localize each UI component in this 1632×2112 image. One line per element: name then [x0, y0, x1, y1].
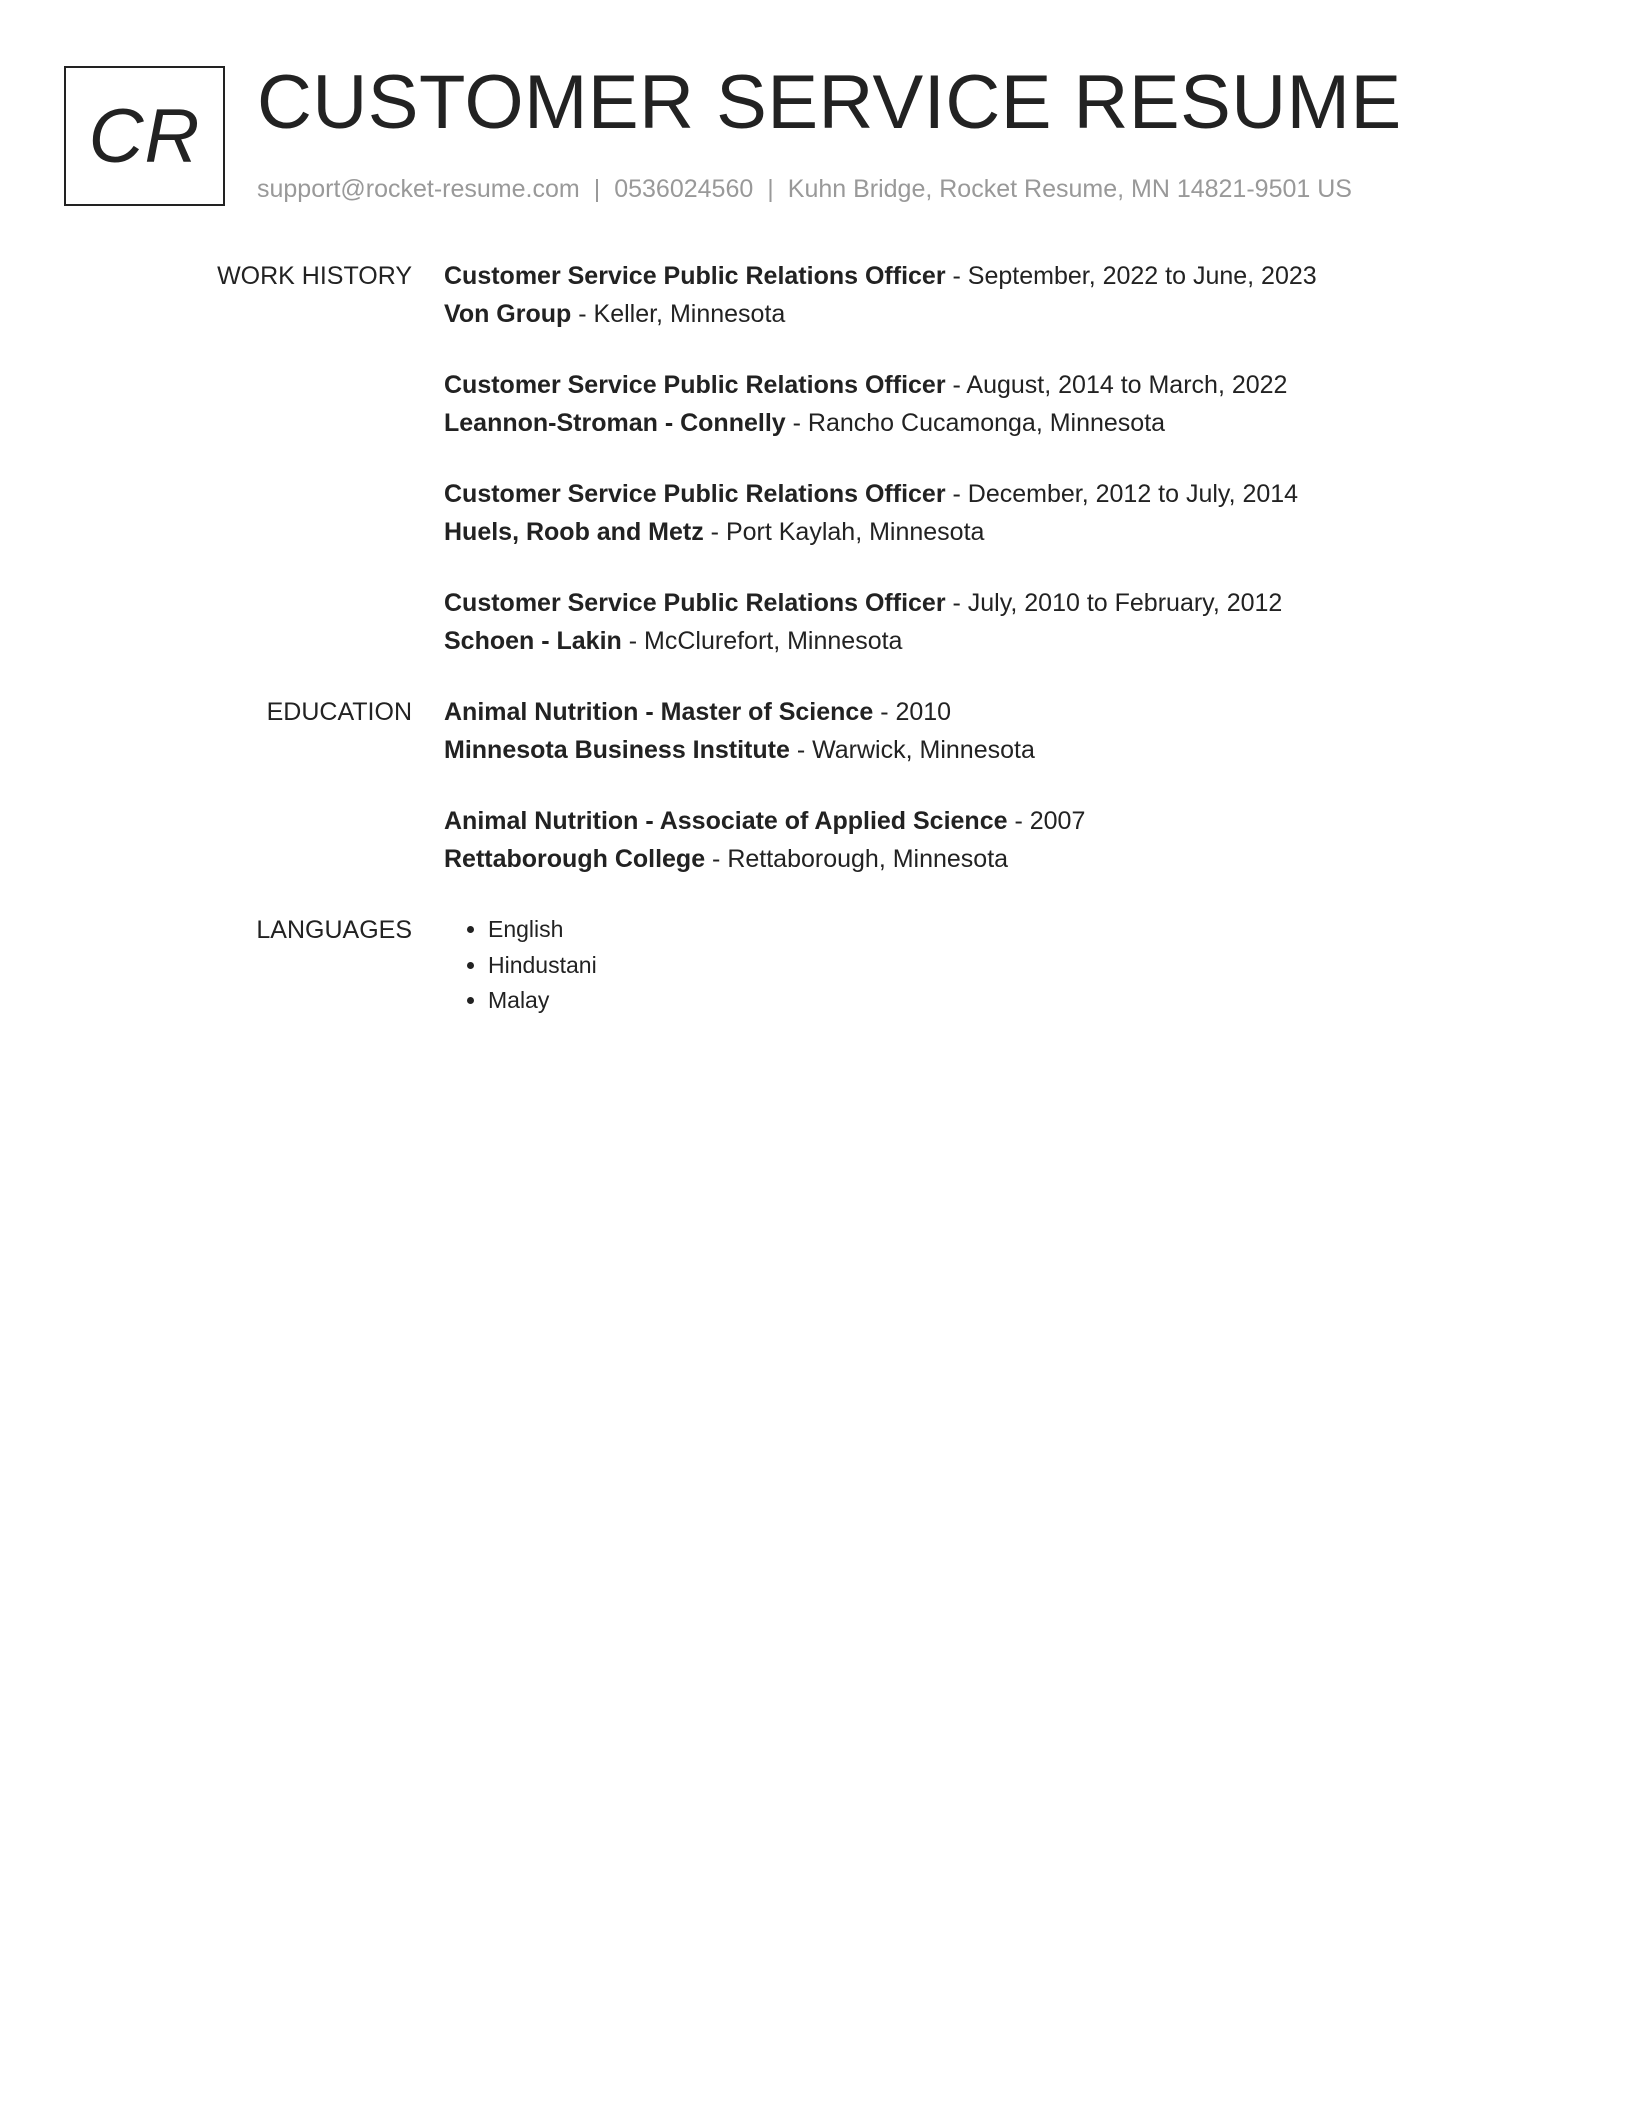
dash: -: [705, 844, 728, 873]
languages-section: [0, 912, 1632, 1019]
dash: -: [621, 626, 645, 655]
dash: -: [945, 480, 968, 508]
school-name: Minnesota Business Institute: [444, 735, 790, 764]
languages-list-wrap: [444, 912, 1444, 1019]
education-entry: [444, 694, 1444, 769]
job-dates: September, 2022 to June, 2023: [967, 262, 1317, 290]
section-heading: EDUCATION: [266, 698, 412, 726]
contact-separator: |: [593, 175, 601, 203]
work-history-section: [0, 258, 1632, 694]
resume-body: [0, 258, 1632, 1019]
dash: -: [789, 735, 813, 764]
job-dates: December, 2012 to July, 2014: [967, 480, 1299, 508]
dash: -: [945, 262, 968, 290]
dash: -: [703, 517, 726, 546]
dash: -: [571, 299, 594, 328]
dash: -: [873, 698, 896, 726]
education-section: [0, 694, 1632, 912]
dash: -: [945, 371, 967, 399]
job-title: Customer Service Public Relations Officer: [444, 589, 946, 617]
degree-title: Animal Nutrition - Master of Science: [444, 698, 874, 726]
section-heading: WORK HISTORY: [217, 262, 412, 290]
company-name: Von Group: [444, 299, 572, 328]
languages-list: [444, 912, 1444, 1019]
school-name: Rettaborough College: [444, 844, 706, 873]
job-location: McClurefort, Minnesota: [644, 626, 903, 655]
contact-line: [257, 174, 1352, 204]
section-heading: LANGUAGES: [256, 916, 412, 944]
monogram-logo: CR: [64, 66, 225, 206]
language-item: • Hindustani: [488, 948, 1444, 984]
degree-year: 2010: [895, 698, 952, 726]
job-dates: July, 2010 to February, 2012: [967, 589, 1283, 617]
work-entry: [444, 476, 1444, 551]
job-title: Customer Service Public Relations Officer: [444, 480, 946, 508]
degree-title: Animal Nutrition - Associate of Applied Science: [444, 807, 1008, 835]
company-name: Leannon-Stroman - Connelly: [444, 408, 786, 437]
work-history-list: [444, 258, 1444, 694]
contact-address: Kuhn Bridge, Rocket Resume, MN 14821-9501 US: [787, 175, 1352, 203]
contact-phone[interactable]: 0536024560: [614, 175, 754, 203]
job-dates: August, 2014 to March, 2022: [966, 371, 1288, 399]
resume-title: CUSTOMER SERVICE RESUME: [257, 60, 1402, 145]
school-location: Rettaborough, Minnesota: [727, 844, 1009, 873]
contact-email[interactable]: support@rocket-resume.com: [257, 175, 580, 203]
company-name: Huels, Roob and Metz: [444, 517, 704, 546]
company-name: Schoen - Lakin: [444, 626, 622, 655]
job-location: Port Kaylah, Minnesota: [725, 517, 985, 546]
language-item: • Malay: [488, 983, 1444, 1019]
work-entry: [444, 258, 1444, 333]
language-item: • English: [488, 912, 1444, 948]
job-title: Customer Service Public Relations Officer: [444, 262, 946, 290]
job-title: Customer Service Public Relations Officer: [444, 371, 946, 399]
contact-separator: |: [767, 175, 774, 203]
education-list: [444, 694, 1444, 912]
degree-year: 2007: [1029, 807, 1086, 835]
dash: -: [1007, 807, 1030, 835]
education-entry: [444, 803, 1444, 878]
school-location: Warwick, Minnesota: [812, 735, 1035, 764]
work-entry: [444, 367, 1444, 442]
job-location: Keller, Minnesota: [593, 299, 786, 328]
job-location: Rancho Cucamonga, Minnesota: [807, 408, 1166, 437]
dash: -: [945, 589, 968, 617]
work-entry: [444, 585, 1444, 660]
dash: -: [785, 408, 808, 437]
